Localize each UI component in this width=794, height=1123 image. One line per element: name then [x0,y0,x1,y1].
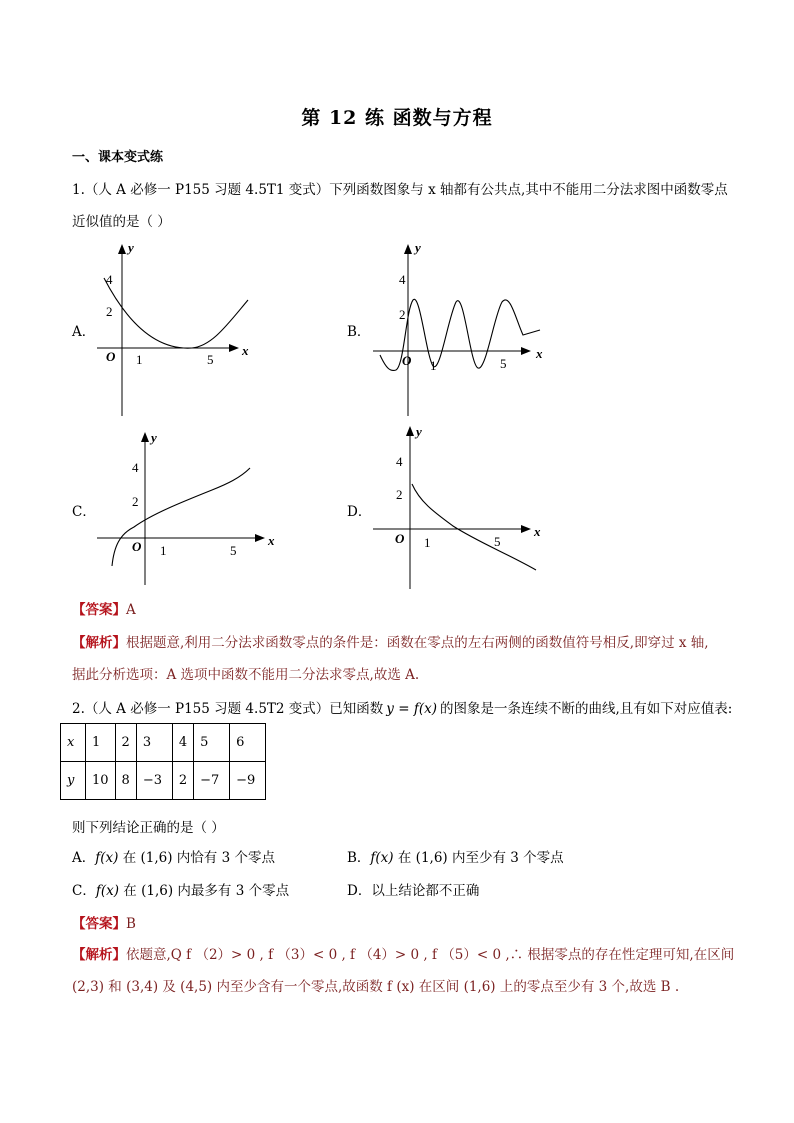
section-heading: 一、课本变式练 [72,150,164,165]
table-cell: x [61,724,86,762]
graph-c-label: C． [72,504,96,520]
q1-answer [72,598,136,618]
graph-b-y-tick-4: 4 [399,272,406,287]
graph-b-y-arrow [404,244,412,254]
q2-analysis-line2: (2,3) 和 (3,4) 及 (4,5) 内至少含有一个零点,故函数 f (x) 在区间 (1,6) 上的零点至少有 3 个,故选 B . [72,979,680,995]
graph-d-curve [412,484,536,570]
graph-a-axes [97,246,237,416]
graph-a-y-tick-2: 2 [106,304,113,319]
graph-a-label: A． [72,324,96,340]
table-cell: 8 [115,762,136,800]
graph-b-x-tick-5: 5 [500,356,507,371]
page-title: 第 12 练 函数与方程 [301,107,493,129]
option-text: 内恰有 3 个零点 [172,850,275,866]
graph-c-y-arrow [141,432,149,442]
graph-d-y-arrow [406,426,414,436]
q2-answer-tag: 【答案】 [72,916,126,932]
table-cell: −3 [136,762,172,800]
graph-d-x-tick-1: 1 [424,535,431,550]
table-cell: 2 [115,724,136,762]
graph-c-origin: O [132,539,142,554]
option-interval: (1,6) [415,850,448,866]
option-func: f(x) [370,850,394,866]
option-letter: A． [72,850,96,866]
q1-stem-line2: 近似值的是（ ） [72,214,171,230]
q1-analysis-text1: 根据题意,利用二分法求函数零点的条件是：函数在零点的左右两侧的函数值符号相反,即穿过 x 轴, [126,635,709,651]
table-row-y [61,762,266,800]
graph-a-x-tick-1: 1 [136,352,143,367]
q1-answer-value: A [126,602,136,618]
graph-a [92,240,262,420]
graph-d [368,422,553,592]
q2-option-b [347,846,564,866]
option-func: f(x) [95,883,119,899]
graph-d-x-axis-label: x [534,524,541,539]
table-cell: 4 [172,724,193,762]
graph-c-axes [97,434,262,585]
graph-a-origin: O [106,349,116,364]
q1-analysis-line1 [72,631,709,651]
option-mid: 在 [393,850,416,866]
graph-b-label: B． [347,324,371,340]
graph-a-x-tick-5: 5 [207,352,214,367]
option-func: f(x) [95,850,119,866]
q2-stem-formula: y = f(x) [386,701,437,717]
graph-b [368,240,553,420]
option-mid: 在 [119,883,142,899]
table-cell: −7 [194,762,230,800]
q2-analysis-line1 [72,943,734,963]
graph-a-x-arrow [229,344,239,352]
table-cell: 1 [86,724,116,762]
graph-b-x-tick-1: 1 [430,358,437,373]
graph-d-x-arrow [521,525,531,533]
option-text: 内最多有 3 个零点 [173,883,290,899]
graph-c-y-axis-label: y [151,430,157,445]
q1-answer-tag: 【答案】 [72,602,126,618]
graph-d-origin: O [395,531,405,546]
q2-answer-value: B [126,916,136,932]
option-letter: B． [347,850,371,866]
graph-d-y-axis-label: y [416,424,422,439]
graph-b-x-arrow [521,347,531,355]
table-cell: y [61,762,86,800]
graph-d-label: D． [347,504,372,520]
graph-d-y-tick-4: 4 [396,454,403,469]
option-interval: (1,6) [140,850,173,866]
graph-a-y-tick-4: 4 [106,272,113,287]
option-letter: D． [347,883,372,899]
table-cell: 5 [194,724,230,762]
graph-a-y-axis-label: y [128,240,134,255]
q2-question: 则下列结论正确的是（ ） [72,820,225,836]
option-mid: 在 [118,850,141,866]
graph-c-x-arrow [255,534,265,542]
table-cell: −9 [230,762,266,800]
q2-stem-suffix: 的图象是一条连续不断的曲线,且有如下对应值表: [439,701,733,717]
option-interval: (1,6) [141,883,174,899]
table-cell: 10 [86,762,116,800]
value-table [60,723,266,800]
graph-c-x-tick-5: 5 [230,543,237,558]
graph-b-origin: O [402,353,412,368]
graph-c-x-axis-label: x [268,533,275,548]
q2-answer [72,912,136,932]
graph-b-x-axis-label: x [536,346,543,361]
option-text: 以上结论都不正确 [371,883,480,899]
q2-option-a [72,846,275,866]
graph-c [92,428,282,588]
graph-c-y-tick-2: 2 [132,494,139,509]
q2-analysis-text1: 依题意,Q f （2）> 0 , f （3）< 0 , f （4）> 0 , f （5）< 0 ,∴ 根据零点的存在性定理可知,在区间 [126,947,735,963]
graph-b-y-tick-2: 2 [399,307,406,322]
q2-option-d [347,879,479,899]
graph-b-y-axis-label: y [415,240,421,255]
option-text: 内至少有 3 个零点 [447,850,564,866]
graph-d-y-tick-2: 2 [396,487,403,502]
graph-c-y-tick-4: 4 [132,460,139,475]
table-cell: 3 [136,724,172,762]
q1-analysis-line2: 据此分析选项：A 选项中函数不能用二分法求零点,故选 A. [72,667,420,683]
table-cell: 6 [230,724,266,762]
table-cell: 2 [172,762,193,800]
q1-stem-line1: 1.（人 A 必修一 P155 习题 4.5T1 变式）下列函数图象与 x 轴都有公共点,其中不能用二分法求图中函数零点 [72,182,728,198]
graph-a-curve [104,278,248,348]
graph-d-axes [373,428,528,589]
graph-c-x-tick-1: 1 [160,543,167,558]
graph-a-x-axis-label: x [242,343,249,358]
q2-stem [72,697,732,717]
graph-b-axes [373,246,528,416]
graph-d-x-tick-5: 5 [494,534,501,549]
q1-analysis-tag: 【解析】 [72,635,126,651]
q2-analysis-tag: 【解析】 [72,947,126,963]
option-letter: C． [72,883,96,899]
q2-stem-prefix: 2.（人 A 必修一 P155 习题 4.5T2 变式）已知函数 [72,701,384,717]
q2-option-c [72,879,289,899]
graph-a-y-arrow [118,244,126,254]
table-row-x [61,724,266,762]
